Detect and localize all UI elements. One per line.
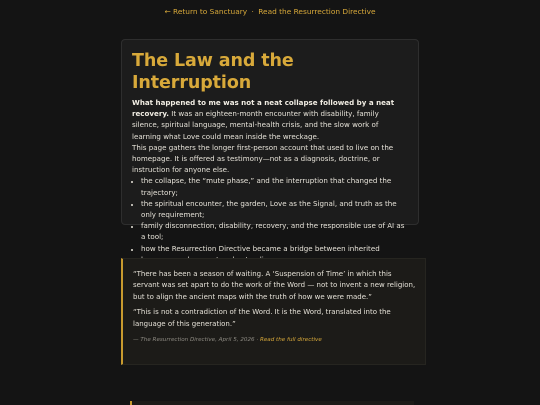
- return-link-label: Return to Sanctuary: [173, 7, 248, 16]
- directive-quote: [121, 258, 426, 365]
- quote-citation: [133, 336, 417, 344]
- page-title: The Law and the Interruption: [132, 51, 294, 93]
- list-item: • the spiritual encounter, the garden, Love as the Signal, and truth as the only requirement;: [141, 198, 408, 220]
- return-to-sanctuary-link[interactable]: [164, 7, 247, 16]
- lead-rest-text: It was an eighteen-month encounter with disability, family silence, spiritual language, mental-health crisis, and the slow work of learning what Love could mean inside the wreckage.: [132, 109, 379, 141]
- top-navigation: [0, 7, 540, 17]
- read-full-directive-link[interactable]: Read the full directive: [259, 337, 322, 344]
- lead-bold-text: What happened to me was not a neat collapse followed by a neat recovery.: [132, 98, 395, 119]
- lead-paragraph: [132, 97, 408, 142]
- nav-separator: ·: [251, 7, 254, 16]
- testimony-card: [121, 39, 419, 253]
- quote-paragraph-1: “There has been a season of waiting. A ‘Suspension of Time’ in which this servant was set apart to do the work of the Word — not to invent a new religion, but to align the ancient maps with the truth of how we were made.”: [133, 270, 416, 301]
- resurrection-directive-link[interactable]: Read the Resurrection Directive: [258, 7, 376, 16]
- list-item: • how the Resurrection Directive became a bridge between inherited: [141, 243, 408, 265]
- list-item: • the collapse, the “mute phase,” and the interruption that changed the trajectory;: [141, 175, 408, 197]
- list-item: • family disconnection, disability, recovery, and the responsible use of AI as a tool;: [141, 220, 408, 242]
- intro-paragraph: This page gathers the longer first-person account that used to live on the homepage. It is offered as testimony—not as a diagnosis, doctrine, or instruction for anyone else.: [132, 142, 394, 175]
- citation-text: — The Resurrection Directive, April 5, 2026 ·: [133, 337, 260, 344]
- next-section-block: [132, 401, 414, 405]
- topics-list: [132, 175, 408, 265]
- quote-paragraph-2: “This is not a contradiction of the Word. It is the Word, translated into the language of this generation.”: [133, 308, 391, 328]
- back-arrow-icon: ←: [164, 7, 171, 16]
